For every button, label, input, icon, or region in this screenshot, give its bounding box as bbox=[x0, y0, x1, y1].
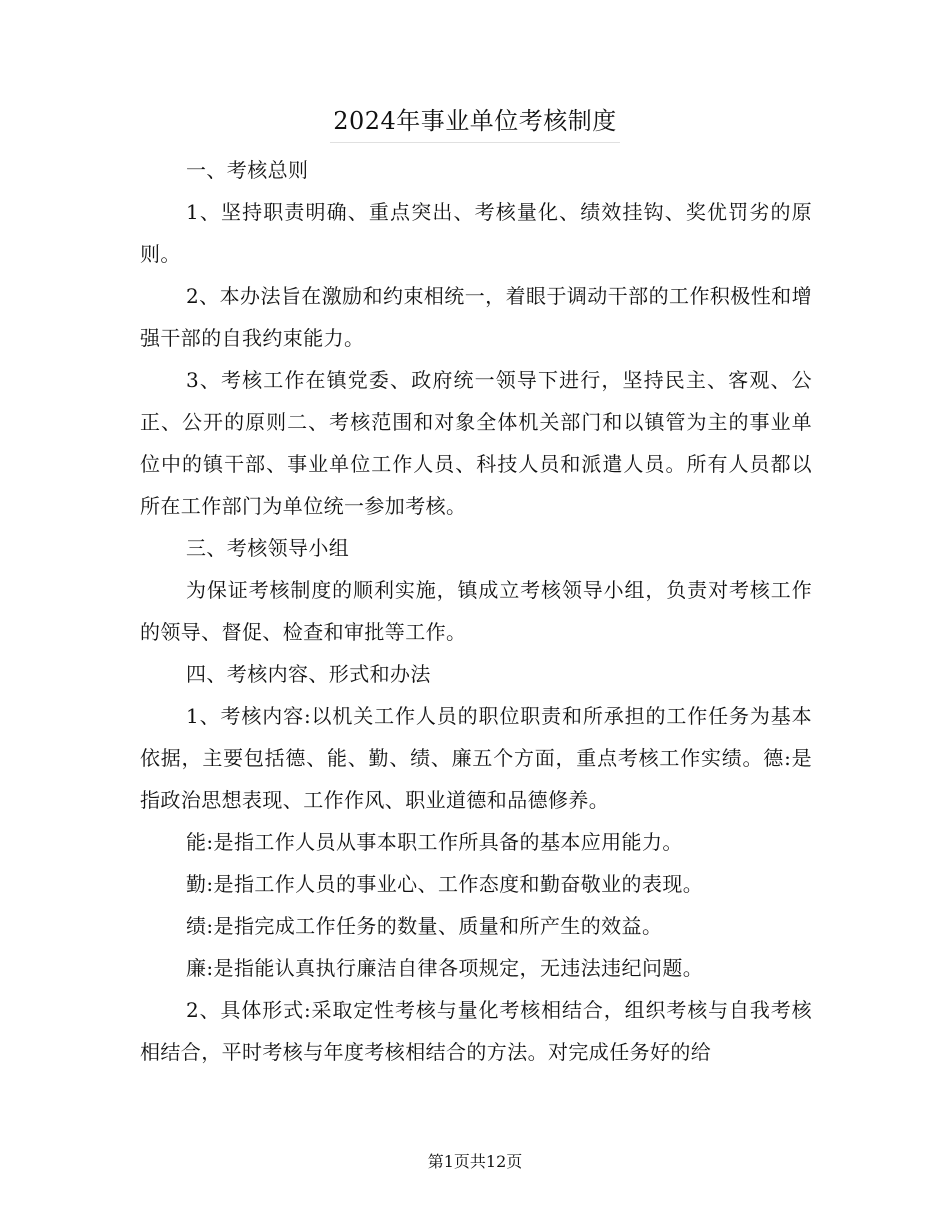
document-body bbox=[140, 149, 812, 1073]
section-heading-leadership: 三、考核领导小组 bbox=[186, 536, 350, 560]
title-divider bbox=[330, 142, 620, 143]
paragraph: 2、具体形式:采取定性考核与量化考核相结合，组织考核与自我考核相结合，平时考核与年度考核相结合的方法。对完成任务好的给 bbox=[140, 998, 812, 1064]
paragraph: 绩:是指完成工作任务的数量、质量和所产生的效益。 bbox=[186, 914, 663, 938]
paragraph: 1、坚持职责明确、重点突出、考核量化、绩效挂钩、奖优罚劣的原则。 bbox=[140, 200, 812, 266]
section-heading-general: 一、考核总则 bbox=[186, 158, 309, 182]
paragraph: 廉:是指能认真执行廉洁自律各项规定，无违法违纪问题。 bbox=[186, 956, 704, 980]
paragraph: 勤:是指工作人员的事业心、工作态度和勤奋敬业的表现。 bbox=[186, 872, 704, 896]
paragraph: 为保证考核制度的顺利实施，镇成立考核领导小组，负责对考核工作的领导、督促、检查和审批等工作。 bbox=[140, 578, 812, 644]
section-heading-content: 四、考核内容、形式和办法 bbox=[186, 662, 431, 686]
paragraph: 能:是指工作人员从事本职工作所具备的基本应用能力。 bbox=[186, 830, 683, 854]
paragraph: 2、本办法旨在激励和约束相统一，着眼于调动干部的工作积极性和增强干部的自我约束能力。 bbox=[140, 284, 812, 350]
page-number-footer: 第1页共12页 bbox=[427, 1152, 523, 1171]
paragraph: 1、考核内容:以机关工作人员的职位职责和所承担的工作任务为基本依据，主要包括德、能、勤、绩、廉五个方面，重点考核工作实绩。德:是指政治思想表现、工作作风、职业道德和品德修养。 bbox=[140, 704, 812, 812]
document-title: 2024年事业单位考核制度 bbox=[333, 107, 617, 135]
paragraph: 3、考核工作在镇党委、政府统一领导下进行，坚持民主、客观、公正、公开的原则二、考核范围和对象全体机关部门和以镇管为主的事业单位中的镇干部、事业单位工作人员、科技人员和派遣人员。所有人员都以所在工作部门为单位统一参加考核。 bbox=[140, 368, 812, 518]
